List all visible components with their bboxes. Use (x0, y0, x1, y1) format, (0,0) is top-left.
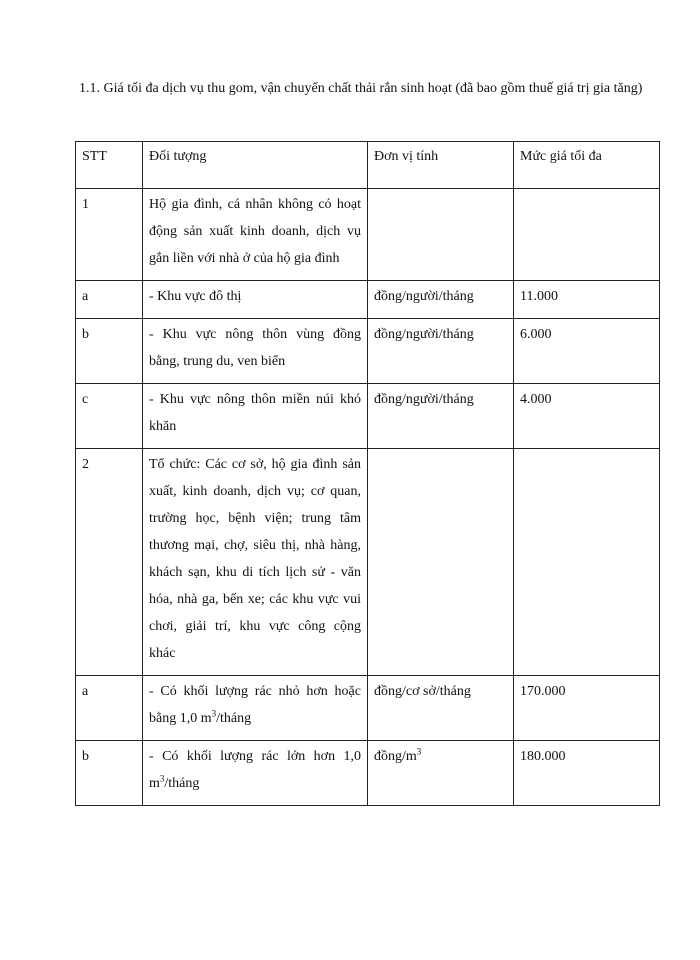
row-unit: đồng/người/tháng (368, 319, 514, 384)
row-unit (368, 449, 514, 676)
header-price: Mức giá tối đa (514, 142, 660, 189)
row-subject: - Khu vực đô thị (143, 281, 368, 319)
row-price: 4.000 (514, 384, 660, 449)
row-unit-text: đồng/m (374, 749, 417, 764)
row-unit: đồng/người/tháng (368, 384, 514, 449)
table-row (76, 189, 660, 281)
row-stt: b (76, 741, 143, 806)
table-header-row (76, 142, 660, 189)
row-stt: c (76, 384, 143, 449)
row-subject (143, 676, 368, 741)
row-subject-text: - Có khối lượng rác lớn hơn 1,0 m (149, 749, 361, 791)
table-row (76, 281, 660, 319)
row-subject: - Khu vực nông thôn miền núi khó khăn (143, 384, 368, 449)
row-price (514, 189, 660, 281)
header-subject: Đối tượng (143, 142, 368, 189)
row-subject: - Khu vực nông thôn vùng đồng bằng, trung du, ven biển (143, 319, 368, 384)
row-subject (143, 741, 368, 806)
row-stt: 1 (76, 189, 143, 281)
row-subject: Hộ gia đình, cá nhân không có hoạt động sản xuất kinh doanh, dịch vụ gắn liền với nhà ở của hộ gia đình (143, 189, 368, 281)
row-subject-text: - Có khối lượng rác nhỏ hơn hoặc bằng 1,0 m (149, 684, 361, 726)
row-stt: 2 (76, 449, 143, 676)
row-unit: đồng/người/tháng (368, 281, 514, 319)
table-row (76, 319, 660, 384)
table-row (76, 384, 660, 449)
table-row (76, 449, 660, 676)
header-unit: Đơn vị tính (368, 142, 514, 189)
row-price: 6.000 (514, 319, 660, 384)
table-row (76, 741, 660, 806)
section-heading: 1.1. Giá tối đa dịch vụ thu gom, vận chuyển chất thải rắn sinh hoạt (đã bao gồm thuế giá trị gia tăng) (79, 81, 643, 96)
row-stt: a (76, 281, 143, 319)
row-price: 11.000 (514, 281, 660, 319)
row-unit (368, 189, 514, 281)
header-stt: STT (76, 142, 143, 189)
superscript-three: 3 (416, 746, 422, 757)
row-unit: đồng/cơ sở/tháng (368, 676, 514, 741)
row-price: 180.000 (514, 741, 660, 806)
superscript-three: 3 (211, 708, 217, 719)
row-price: 170.000 (514, 676, 660, 741)
row-stt: a (76, 676, 143, 741)
table-row (76, 676, 660, 741)
row-subject-suffix: /tháng (164, 776, 200, 791)
row-price (514, 449, 660, 676)
row-stt: b (76, 319, 143, 384)
row-subject-suffix: /tháng (216, 711, 252, 726)
superscript-three: 3 (159, 773, 165, 784)
row-unit (368, 741, 514, 806)
price-table (75, 141, 660, 806)
row-subject: Tổ chức: Các cơ sở, hộ gia đình sản xuất, kinh doanh, dịch vụ; cơ quan, trường học, bệnh viện; trung tâm thương mại, chợ, siêu thị, nhà hàng, khách sạn, khu di tích lịch sử - văn hóa, nhà ga, bến xe; các khu vực vui chơi, giải trí, khu vực công cộng khác (143, 449, 368, 676)
